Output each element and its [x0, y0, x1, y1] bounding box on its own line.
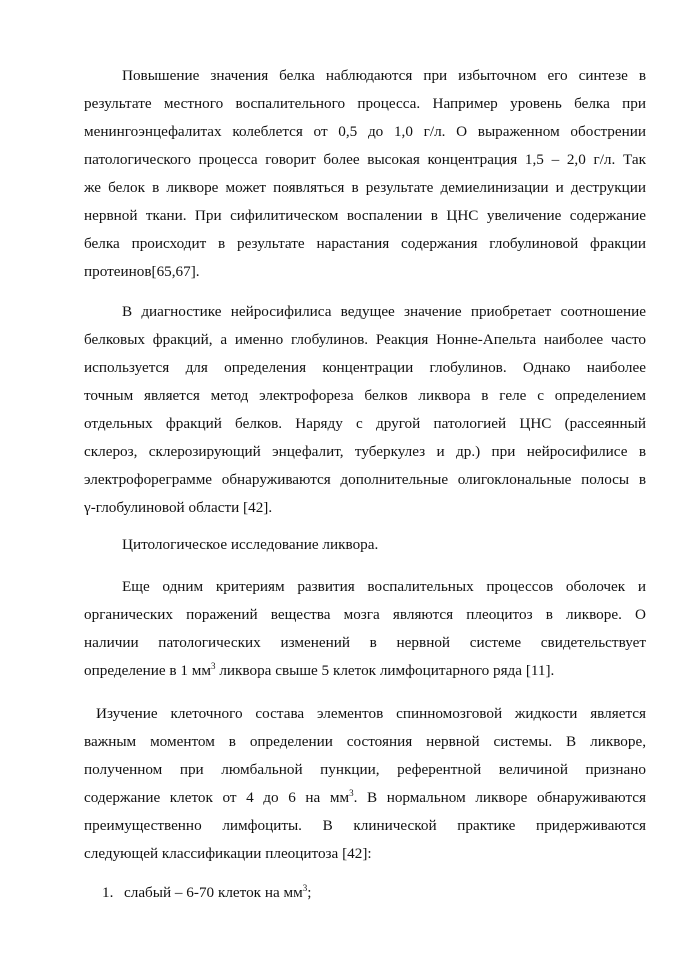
text-line: Еще одним критериям развития воспалительных процессов оболочек и [122, 578, 646, 595]
list-item-text: слабый – 6-70 клеток на мм [124, 884, 303, 901]
text-line: γ-глобулиновой области [42]. [84, 499, 273, 516]
superscript: 3 [349, 787, 354, 798]
list-item-tail: ; [307, 884, 312, 901]
text-line: результате местного воспалительного процесса. Например уровень белка при [84, 95, 646, 112]
text-line: наличии патологических изменений в нервной системе свидетельствует [84, 634, 646, 651]
text-line: Изучение клеточного состава элементов спинномозговой жидкости является [96, 705, 646, 722]
section-heading-cytology [84, 531, 646, 559]
superscript: 3 [211, 660, 216, 671]
text-line: отдельных фракций белков. Наряду с другой патологией ЦНС (рассеянный [84, 415, 646, 432]
text-line: преимущественно лимфоциты. В клинической практике придерживаются [84, 817, 646, 834]
paragraph-neurosyphilis-diagnostics [84, 298, 646, 522]
text-line: патологического процесса говорит более высокая концентрация 1,5 – 2,0 г/л. Так [84, 151, 646, 168]
text-line: точным является метод электрофореза белков ликвора в геле с определением [84, 387, 646, 404]
text-line [84, 657, 646, 685]
text-line: используется для определения концентрации глобулинов. Однако наиболее [84, 359, 646, 376]
document-page [84, 62, 646, 907]
text-line [84, 784, 646, 812]
list-item [84, 879, 646, 907]
text-line: полученном при люмбальной пункции, референтной величиной признано [84, 761, 646, 778]
text-line: склероз, склерозирующий энцефалит, туберкулез и др.) при нейросифилисе в [84, 443, 646, 460]
text-line: электрофореграмме обнаруживаются дополнительные олигоклональные полосы в [84, 471, 646, 488]
paragraph-protein-increase [84, 62, 646, 286]
text-line: Цитологическое исследование ликвора. [122, 536, 379, 553]
text-line: протеинов[65,67]. [84, 263, 200, 280]
text-fragment: определение в 1 мм [84, 662, 212, 679]
text-line: белковых фракций, а именно глобулинов. Реакция Нонне-Апельта наиболее часто [84, 331, 646, 348]
superscript: 3 [302, 882, 308, 893]
text-line: белка происходит в результате нарастания содержания глобулиновой фракции [84, 235, 646, 252]
text-line: органических поражений вещества мозга являются плеоцитоз в ликворе. О [84, 606, 646, 623]
text-line: важным моментом в определении состояния нервной системы. В ликворе, [84, 733, 646, 750]
text-line: же белок в ликворе может появляться в результате демиелинизации и деструкции [84, 179, 646, 196]
paragraph-cell-composition [84, 700, 646, 868]
list-item-number: 1. [102, 884, 114, 901]
text-line: Повышение значения белка наблюдаются при избыточном его синтезе в [122, 67, 646, 84]
text-line: следующей классификации плеоцитоза [42]: [84, 845, 372, 862]
text-fragment: ликвора свыше 5 клеток лимфоцитарного ряда [11]. [215, 662, 555, 679]
text-line: В диагностике нейросифилиса ведущее значение приобретает соотношение [122, 303, 646, 320]
text-line: нервной ткани. При сифилитическом воспалении в ЦНС увеличение содержание [84, 207, 646, 224]
text-fragment: содержание клеток от 4 до 6 на мм [84, 789, 350, 806]
paragraph-pleocytosis [84, 573, 646, 685]
text-line: менингоэнцефалитах колеблется от 0,5 до 1,0 г/л. О выраженном обострении [84, 123, 646, 140]
text-fragment: . В нормальном ликворе обнаруживаются [353, 789, 646, 806]
